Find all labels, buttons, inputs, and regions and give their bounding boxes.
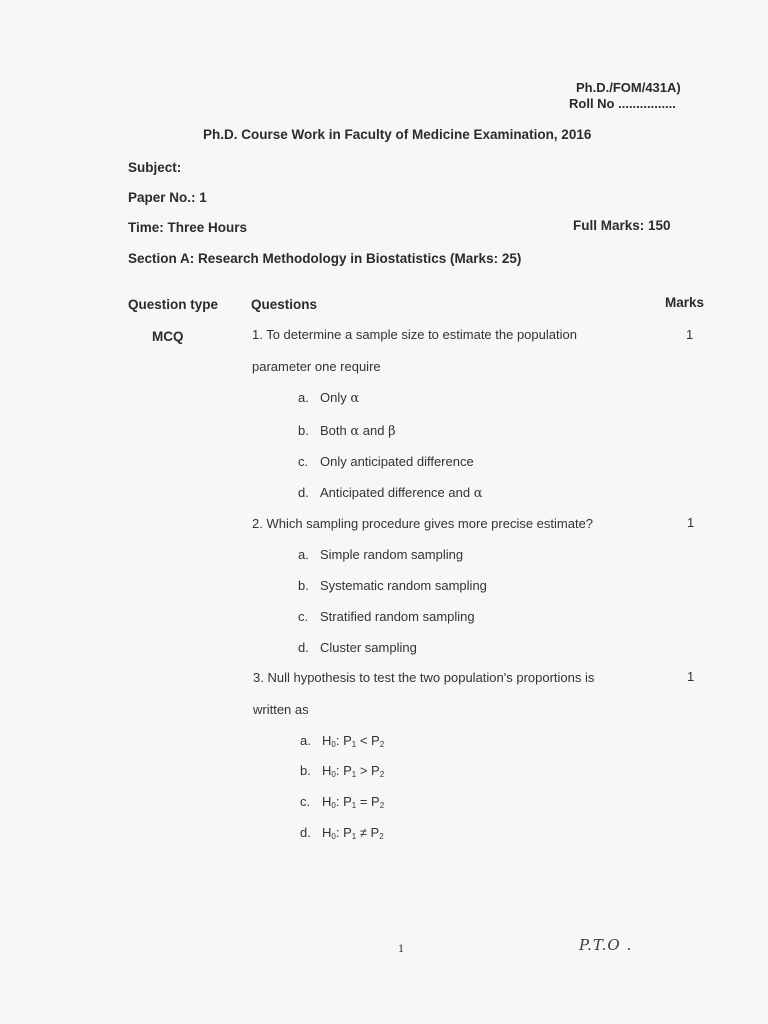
subscript: 1 [351, 770, 357, 779]
question-1-option-c [298, 454, 474, 469]
alpha-symbol: α [473, 486, 483, 501]
hypothesis-h: H [322, 794, 332, 809]
question-2-option-d [298, 640, 417, 655]
alpha-symbol: α [350, 391, 360, 406]
option-letter: d. [298, 640, 309, 655]
subscript: 2 [379, 770, 385, 779]
option-text: Anticipated difference and [320, 485, 474, 500]
option-letter: a. [300, 733, 311, 748]
hypothesis-operator: ≠ P [356, 825, 380, 840]
question-1-option-d [298, 485, 482, 501]
hypothesis-p: : P [335, 825, 352, 840]
option-letter: d. [298, 485, 309, 500]
hypothesis-operator: < P [356, 733, 380, 748]
option-text: Cluster sampling [320, 640, 417, 655]
header-question-type: Question type [128, 297, 219, 312]
question-2-option-b [298, 578, 487, 593]
hypothesis-h: H [322, 733, 332, 748]
header-marks: Marks [665, 295, 705, 310]
subscript: 0 [331, 832, 336, 841]
option-text: Systematic random sampling [320, 578, 487, 593]
option-letter: a. [298, 547, 309, 562]
time-allowed: Time: Three Hours [128, 220, 248, 235]
subscript: 2 [379, 801, 385, 810]
subject-label: Subject: [128, 160, 182, 175]
option-letter: d. [300, 825, 311, 840]
exam-title: Ph.D. Course Work in Faculty of Medicine Examination, 2016 [203, 127, 592, 142]
question-type-mcq: MCQ [152, 329, 184, 344]
header-questions: Questions [251, 297, 318, 312]
option-text: Simple random sampling [320, 547, 464, 562]
hypothesis-operator: > P [356, 763, 380, 778]
hypothesis-h: H [322, 825, 332, 840]
question-3-line1: 3. Null hypothesis to test the two population's proportions is [253, 670, 595, 685]
question-1-line2: parameter one require [252, 359, 381, 374]
option-letter: c. [300, 794, 311, 809]
option-letter: b. [298, 423, 309, 438]
question-3-option-b [300, 763, 384, 779]
question-1-option-a [298, 390, 359, 406]
question-1-option-b [298, 423, 396, 439]
subscript: 1 [351, 801, 357, 810]
question-3-option-c [300, 794, 384, 810]
subscript: 1 [351, 740, 357, 749]
question-2-option-a [298, 547, 463, 562]
pto-handwritten-note: P.T.O . [579, 936, 633, 954]
option-letter: b. [298, 578, 309, 593]
section-title: Section A: Research Methodology in Biostatistics (Marks: 25) [128, 251, 522, 266]
option-letter: b. [300, 763, 311, 778]
question-3-line2: written as [253, 702, 309, 717]
question-2-marks: 1 [687, 515, 695, 530]
option-letter: a. [298, 390, 309, 405]
option-text: Stratified random sampling [320, 609, 475, 624]
question-1-line1: 1. To determine a sample size to estimate the population [252, 327, 577, 342]
option-text: Both [320, 423, 351, 438]
question-3-option-a [300, 733, 384, 749]
option-text-and: and [359, 423, 389, 438]
subscript: 0 [331, 740, 336, 749]
subscript: 1 [351, 832, 357, 841]
question-2-option-c [298, 609, 475, 624]
subscript: 0 [331, 770, 336, 779]
hypothesis-p: : P [335, 733, 352, 748]
option-letter: c. [298, 454, 309, 469]
hypothesis-p: : P [335, 763, 352, 778]
question-3-option-d [300, 825, 384, 841]
subscript: 2 [379, 740, 385, 749]
option-text: Only [320, 390, 351, 405]
subscript: 2 [379, 832, 384, 841]
option-letter: c. [298, 609, 309, 624]
hypothesis-operator: = P [356, 794, 380, 809]
hypothesis-p: : P [335, 794, 352, 809]
subscript: 0 [331, 801, 336, 810]
option-text: Only anticipated difference [320, 454, 474, 469]
paper-code: Ph.D./FOM/431A) [576, 80, 681, 95]
paper-number: Paper No.: 1 [128, 190, 207, 205]
full-marks: Full Marks: 150 [573, 218, 671, 233]
question-1-marks: 1 [686, 327, 694, 342]
roll-number: Roll No ................ [569, 96, 676, 111]
beta-symbol: β [388, 424, 396, 439]
question-2-line1: 2. Which sampling procedure gives more precise estimate? [252, 516, 594, 531]
page-number: 1 [398, 941, 404, 955]
question-3-marks: 1 [687, 669, 695, 684]
hypothesis-h: H [322, 763, 332, 778]
alpha-symbol: α [350, 424, 360, 439]
